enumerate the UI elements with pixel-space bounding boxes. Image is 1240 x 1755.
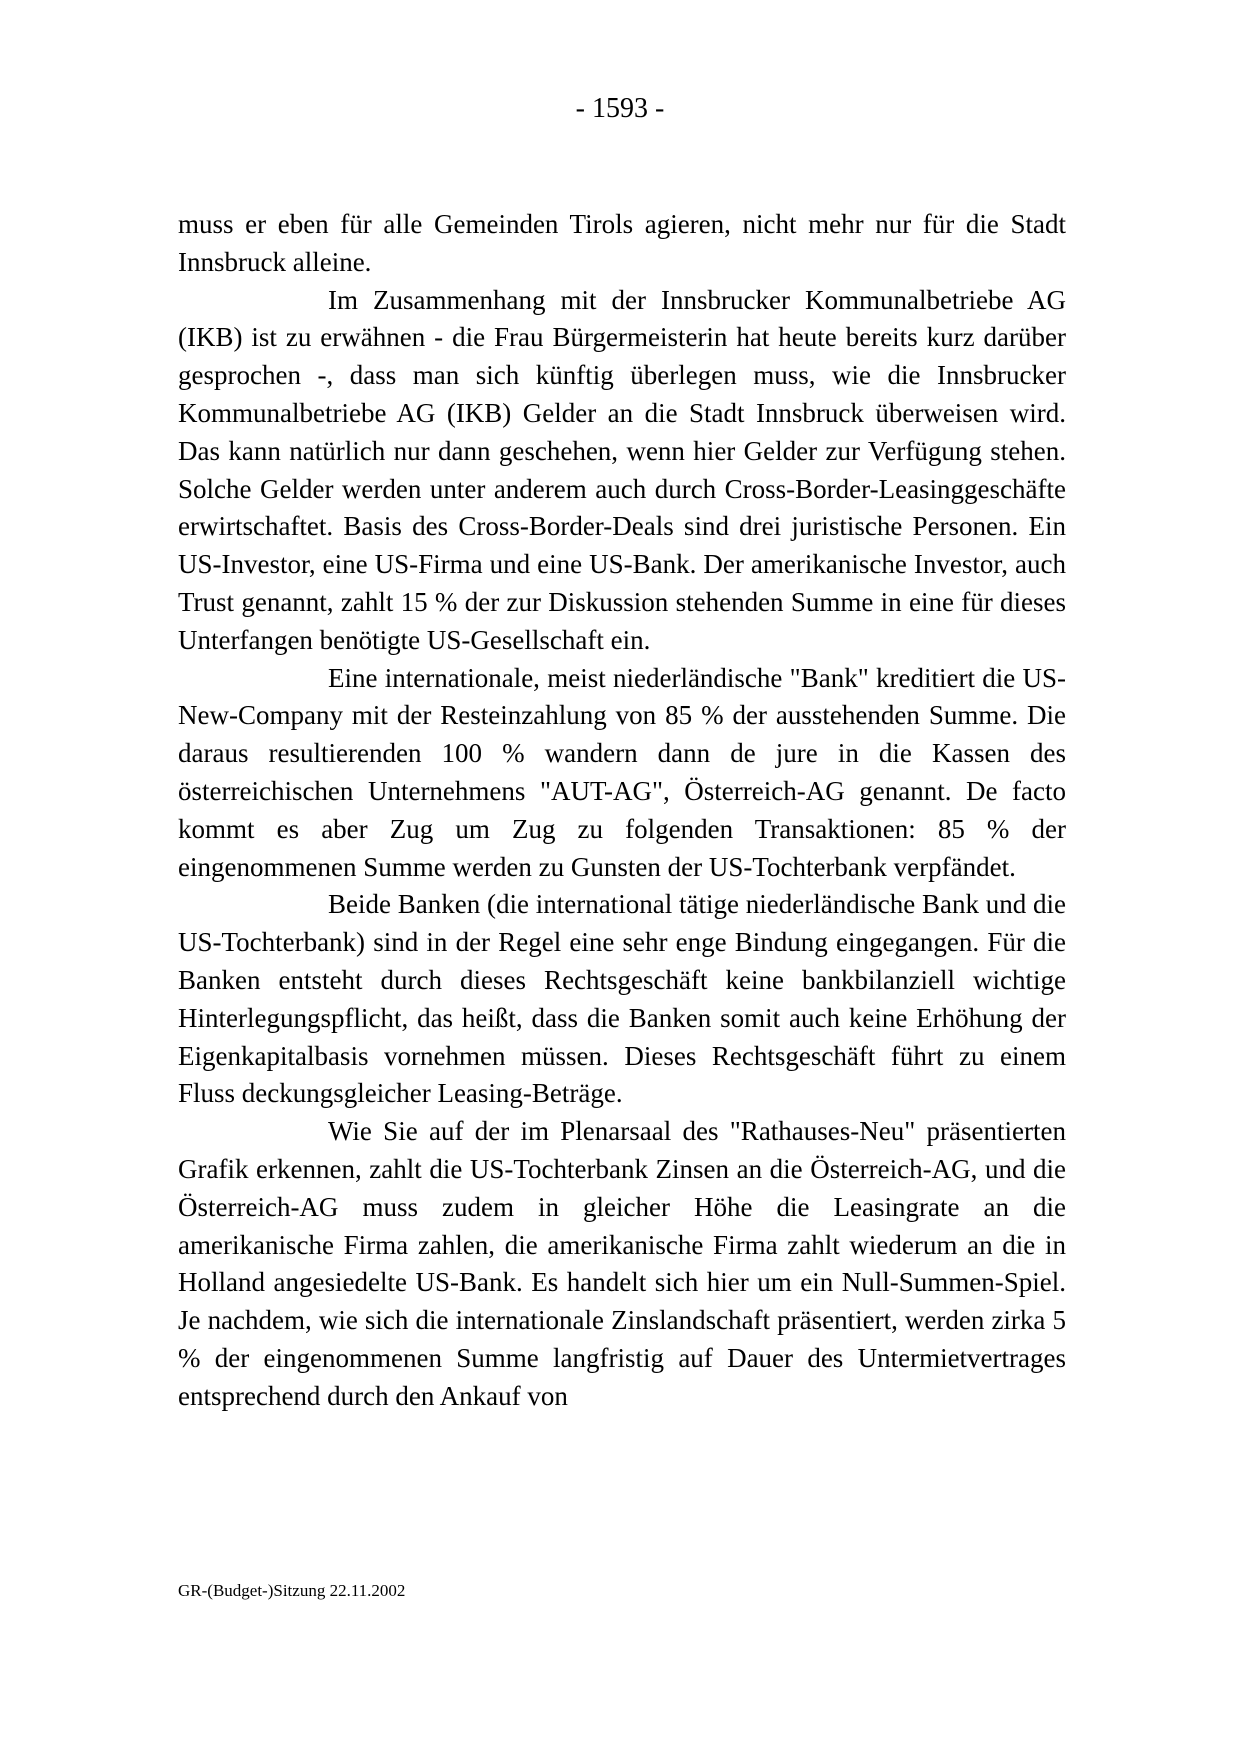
footer-session-date: GR-(Budget-)Sitzung 22.11.2002 bbox=[178, 1581, 406, 1600]
paragraph-continuation: muss er eben für alle Gemeinden Tirols agieren, nicht mehr nur für die Stadt Innsbruck alleine. bbox=[178, 209, 1066, 277]
body-text bbox=[178, 206, 1066, 1416]
paragraph-banks-binding: Beide Banken (die international tätige niederländische Bank und die US-Tochterbank) sind in der Regel eine sehr enge Bindung eingegangen. Für die Banken entsteht durch dieses Rechtsgeschäft keine bankbilanziell wichtige Hinterlegungspflicht, das heißt, dass die Banken somit auch keine Erhöhung der Eigenkapitalbasis vornehmen müssen. Dieses Rechtsgeschäft führt zu einem Fluss deckungsgleicher Leasing-Beträge. bbox=[178, 889, 1066, 1109]
paragraph-graphic: Wie Sie auf der im Plenarsaal des "Rathauses-Neu" präsentierten Grafik erkennen, zahlt die US-Tochterbank Zinsen an die Österreich-AG, und die Österreich-AG muss zudem in gleicher Höhe die Leasingrate an die amerikanische Firma zahlen, die amerikanische Firma zahlt wiederum an die in Holland angesiedelte US-Bank. Es handelt sich hier um ein Null-Summen-Spiel. Je nachdem, wie sich die internationale Zinslandschaft präsentiert, werden zirka 5 % der eingenommenen Summe langfristig auf Dauer des Untermietvertrages entsprechend durch den Ankauf von bbox=[178, 1116, 1066, 1411]
paragraph-ikb: Im Zusammenhang mit der Innsbrucker Kommunalbetriebe AG (IKB) ist zu erwähnen - die Frau Bürgermeisterin hat heute bereits kurz darüber gesprochen -, dass man sich künftig überlegen muss, wie die Innsbrucker Kommunalbetriebe AG (IKB) Gelder an die Stadt Innsbruck überweisen wird. Das kann natürlich nur dann geschehen, wenn hier Gelder zur Verfügung stehen. Solche Gelder werden unter anderem auch durch Cross-Border-Leasinggeschäfte erwirtschaftet. Basis des Cross-Border-Deals sind drei juristische Personen. Ein US-Investor, eine US-Firma und eine US-Bank. Der amerikanische Investor, auch Trust genannt, zahlt 15 % der zur Diskussion stehenden Summe in eine für dieses Unterfangen benötigte US-Gesellschaft ein. bbox=[178, 284, 1066, 655]
paragraph-bank: Eine internationale, meist niederländische "Bank" kreditiert die US-New-Company mit der Resteinzahlung von 85 % der ausstehenden Summe. Die daraus resultierenden 100 % wandern dann de jure in die Kassen des österreichischen Unternehmens "AUT-AG", Österreich-AG genannt. De facto kommt es aber Zug um Zug zu folgenden Transaktionen: 85 % der eingenommenen Summe werden zu Gunsten der US-Tochterbank verpfändet. bbox=[178, 662, 1066, 882]
page-number: - 1593 - bbox=[575, 93, 665, 124]
